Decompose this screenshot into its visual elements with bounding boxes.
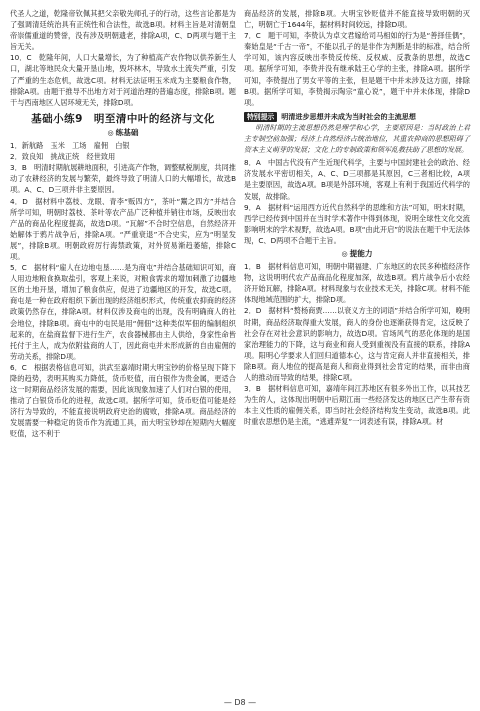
tip-badge: 特别提示 — [244, 112, 277, 122]
answer-2: 2．致良知 挑战正统 经世致用 — [10, 152, 116, 162]
answer-q10: 10．C 乾隆年间，人口大量增长，为了种植高产农作物以供养新生人口，湖北等地民众大量开垦山地，毁坏林木，导致水土流失严重，引发了严重的生态危机，故选C项。材料无法证明玉米成为主要粮食作物，排除A项。由题干推导不出地方对于河道治理的普遍态度，排除B项。题干与西南地区人居环境无关，排除D项。 — [10, 53, 236, 107]
intro-paragraph: 代圣人之道，乾隆帝钦佩其把父亲敬先师孔子的行动，这些言论都是为了强调清廷统治具有正统性和合法性，故选B项。材料主旨是对清朝皇帝崇儒重道的赞誉，没有涉及明朝遗老，排除A项，C、D两项与题干主旨无关。 — [10, 9, 236, 52]
two-column-layout — [10, 8, 470, 440]
diamond-icon: ◎ — [341, 249, 348, 258]
subsection-title-basics: ◎ 练基础 — [10, 127, 236, 139]
left-column — [10, 8, 236, 440]
answer-p1: 1．B 据材料信息可知，明朝中期福建、广东地区的农民多种植经济作物，这说明明代农产品商品化程度加深，故选B项。鸦片战争后小农经济开始瓦解，排除A项。材料现象与农业技术无关，排除C项。材料不能体现地域范围的扩大，排除D项。 — [244, 262, 470, 305]
right-column — [244, 8, 470, 440]
answer-q6: 6．C 根据表格信息可知，洪武至嘉靖时期大明宝钞的价格呈现下降下降的趋势，表明其购买力降低，货币贬值，而白银作为贵金属，更适合这一时期商品经济发展的需要，因此该现象加速了人们对白银的使用，推动了白银货币化的进程，故选C项。据所学可知，货币贬值可能是经济行为导致的，不能直接说明政府史治的腐败，排除A项。商品经济的发展需要一种稳定的货币作为流通工具，而大明宝钞却在短期内大幅度贬值，这不利于 — [10, 362, 236, 439]
answer-1: 1．新航路 玉米 工场 雇佣 白银 — [10, 141, 130, 151]
answer-p3: 3．B 据材料信息可知，嘉靖年间江苏地区有很多外出工作，以其技艺为生的人，这体现出明朝中后期江南一些经济发达的地区已产生带有资本主义性质的雇佣关系，即当时社会经济结构发生变动，故选B项。此时重农思想仍是主流，“逃逋弄复”一词表述有误，排除A项。材 — [244, 384, 470, 427]
continued-paragraph: 商品经济的发展，排除B项。大明宝钞贬值并不能直接导致明朝的灭亡，明朝亡于1644年，据材料时间较远，排除D项。 — [244, 9, 470, 30]
answer-q3: 3．B 明清时期航展耕地面积，引进高产作物，调整赋税制度，共同推动了农耕经济的发展与繁荣，最终导致了明清人口的大幅增长，故选B项。A、C、D三项并非主要原因。 — [10, 163, 236, 195]
tip-title: 明清进步思想并未成为当时社会的主流思想 — [281, 111, 416, 121]
answer-p2: 2．D 据材料“赘杨商贾……以衰义方主的词语”并结合所学可知，晚明时期，商品经济取得重大发展，商人的身份也逐渐获得肯定，这反映了社会存在对社会意识的影响力，故选D项。官场风气的恶化体现的是国家治理能力的下降，这与商业和商人受到重视没有直接的联系，排除A项。阳明心学要求人们回归道德本心，这与肯定商人并非直接相关，排除B项。商人地位的提高是商人和商业得到社会肯定的结果，而非由商人的推动而导致的结果，排除C项。 — [244, 306, 470, 382]
answer-q9: 9．A 据材料“运用西方近代自然科学的思维和方法”可知，明末时期，西学已经传到中国并在当时学术著作中得到体现，说明全球性文化交流影响明末的学术视野，故选A项。B项“由此开启”的说法在题干中无法体现，C、D两项不合题干主旨。 — [244, 202, 470, 245]
tip-body: 明清时期的主流思想仍然是理学和心学，主要原因是：当时政治上君主专制空前加强；经济上自然经济占统治地位，其重农抑商的思想阻碍了资本主义萌芽的发展；文化上的专制政策和领军乱教扶助了思想的发展。 — [244, 124, 470, 154]
page-number: — D8 — — [223, 698, 257, 707]
answer-q4: 4．D 据材料中荔枝、龙眼、青李“贩四方”，茶叶“鬻之四方”并结合所学可知，明朝时荔枝、茶叶等农产品广泛种植并销往市场，反映出农产品的商品化程度提高，故选D项。“瓦解”不合时空信息，自然经济开始解体于鸦片战争后，排除A项。“严重衰退”不合史实，应为“明显发展”，排除B项。明朝政府厉行海禁政策，对外贸易渐趋萎缩，排除C项。 — [10, 196, 236, 261]
special-tip-box — [244, 112, 470, 155]
diamond-icon: ◎ — [107, 128, 114, 137]
answer-q7: 7．C 题干可知，李贽认为卓文君嫁给司马相如的行为是“善择佳偶”，秦始皇是“千古一帝”，不能以孔子的是非作为判断是非的标准，结合所学可知，该内容反映出李贽反传统、反权威、反教条的思想，故选C项。据所学可知，李贽并没有继承陆王心学的主张，排除A项。据所学可知，李贽提出了男女平等的主张，但是题干中并未涉及这方面，排除B项。据所学可知，李贽揭示陶宗“童心说”，题干中并未体现，排除D项。 — [244, 31, 470, 107]
tip-header — [244, 112, 470, 123]
answer-q5: 5．C 据材料“雇人在边地屯垦……是为商屯”并结合基础知识可知，商人用边地粮食换取盐引，客观上来说，对粮食需求的增加刺激了边疆地区的土地开垦，增加了粮食供应，促进了边疆地区的开发，故选C项。商屯是一种在政府组织下新出现的经济组织形式，传统重农抑商的经济政策仍然存在，排除A项。材料仅涉及商屯的出现，没有明确商人的社会地位，排除B项。商屯中的屯民是用“佣佃”这种类似军佃的编制组织起来的，在盐商监督下进行生产，农食器械都由主人供给，身家性命皆托付于主人，成为依附盐商的人丁，因此商屯并未形成新的自由雇佣的劳动关系，排除D项。 — [10, 263, 236, 361]
section-title: 基础小练9 明至清中叶的经济与文化 — [31, 112, 215, 125]
subsection-title-ability: ◎ 提能力 — [244, 248, 470, 260]
answer-q8: 8．A 中国古代没有产生近现代科学，主要与中国封建社会的政治、经济发展水平密切相关，A、C、D三项都是其原因，C三者相比较，A项是主要原因，故选A项。B项是外部环境，客观上有利于我国近代科学的发展，故排除。 — [244, 158, 470, 201]
